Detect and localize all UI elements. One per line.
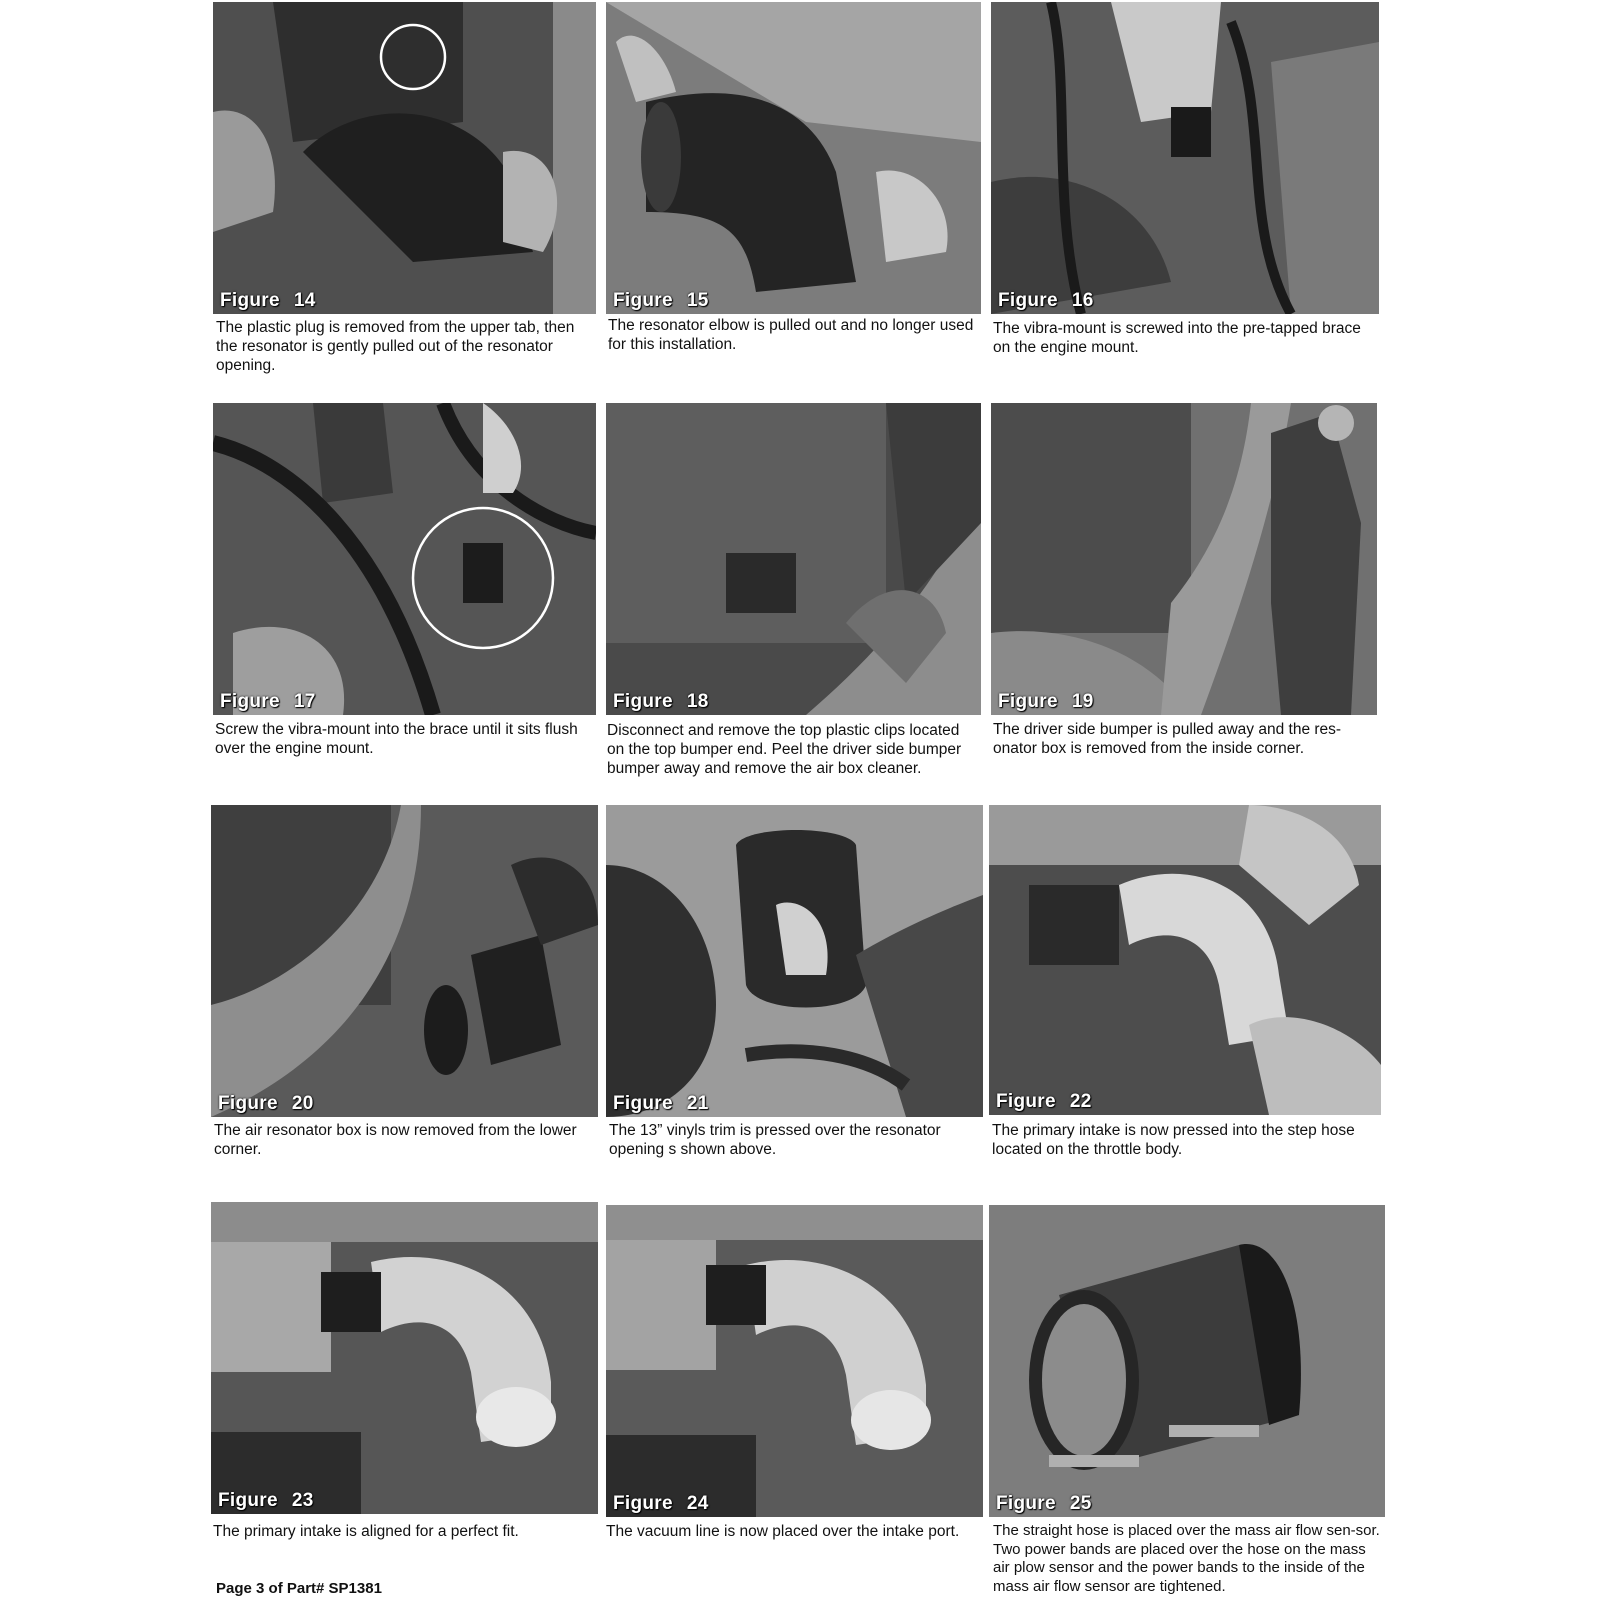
figure-15-caption: The resonator elbow is pulled out and no longer used for this installation. — [608, 317, 974, 353]
figure-20-label: Figure 20 — [218, 1093, 314, 1114]
figure-18-label: Figure 18 — [613, 691, 709, 712]
figure-16-label: Figure 16 — [998, 290, 1094, 311]
page-footer: Page 3 of Part# SP1381 — [216, 1580, 382, 1597]
figure-22-photo — [989, 805, 1381, 1115]
figure-25-photo — [989, 1205, 1385, 1517]
figure-14-photo — [213, 2, 596, 314]
figure-16-caption: The vibra-mount is screwed into the pre-tapped brace on the engine mount. — [993, 320, 1361, 356]
figure-24-label: Figure 24 — [613, 1493, 709, 1514]
figure-15-photo — [606, 2, 981, 314]
figure-18-caption: Disconnect and remove the top plastic clips located on the top bumper end. Peel the driver side bumper bumper away and remove the air box cleaner. — [607, 722, 962, 777]
figure-25-caption: The straight hose is placed over the mass air flow sen-sor. Two power bands are placed over the hose on the mass air plow sensor and the power bands to the inside of the mass air flow sensor are tightened. — [993, 1522, 1380, 1595]
figure-20-caption: The air resonator box is now removed from the lower corner. — [214, 1122, 577, 1158]
figure-23-photo — [211, 1202, 598, 1514]
figure-21-label: Figure 21 — [613, 1093, 709, 1114]
figure-22-caption: The primary intake is now pressed into the step hose located on the throttle body. — [992, 1122, 1355, 1158]
figure-17-photo — [213, 403, 596, 715]
figure-14-caption: The plastic plug is removed from the upper tab, then the resonator is gently pulled out of the resonator opening. — [216, 319, 575, 374]
figure-21-caption: The 13” vinyls trim is pressed over the resonator opening s shown above. — [609, 1122, 941, 1158]
figure-18-photo — [606, 403, 981, 715]
figure-24-caption: The vacuum line is now placed over the intake port. — [606, 1523, 960, 1540]
figure-15-label: Figure 15 — [613, 290, 709, 311]
figure-16-photo — [991, 2, 1379, 314]
figure-17-caption: Screw the vibra-mount into the brace until it sits flush over the engine mount. — [215, 721, 578, 757]
figure-22-label: Figure 22 — [996, 1091, 1092, 1112]
figure-14-label: Figure 14 — [220, 290, 316, 311]
figure-21-photo — [606, 805, 983, 1117]
figure-20-photo — [211, 805, 598, 1117]
figure-25-label: Figure 25 — [996, 1493, 1092, 1514]
figure-19-photo — [991, 403, 1377, 715]
figure-17-label: Figure 17 — [220, 691, 316, 712]
figure-23-label: Figure 23 — [218, 1490, 314, 1511]
figure-19-label: Figure 19 — [998, 691, 1094, 712]
figure-19-caption: The driver side bumper is pulled away and the res-onator box is removed from the inside corner. — [993, 721, 1342, 757]
figure-23-caption: The primary intake is aligned for a perfect fit. — [213, 1523, 519, 1540]
figure-24-photo — [606, 1205, 983, 1517]
